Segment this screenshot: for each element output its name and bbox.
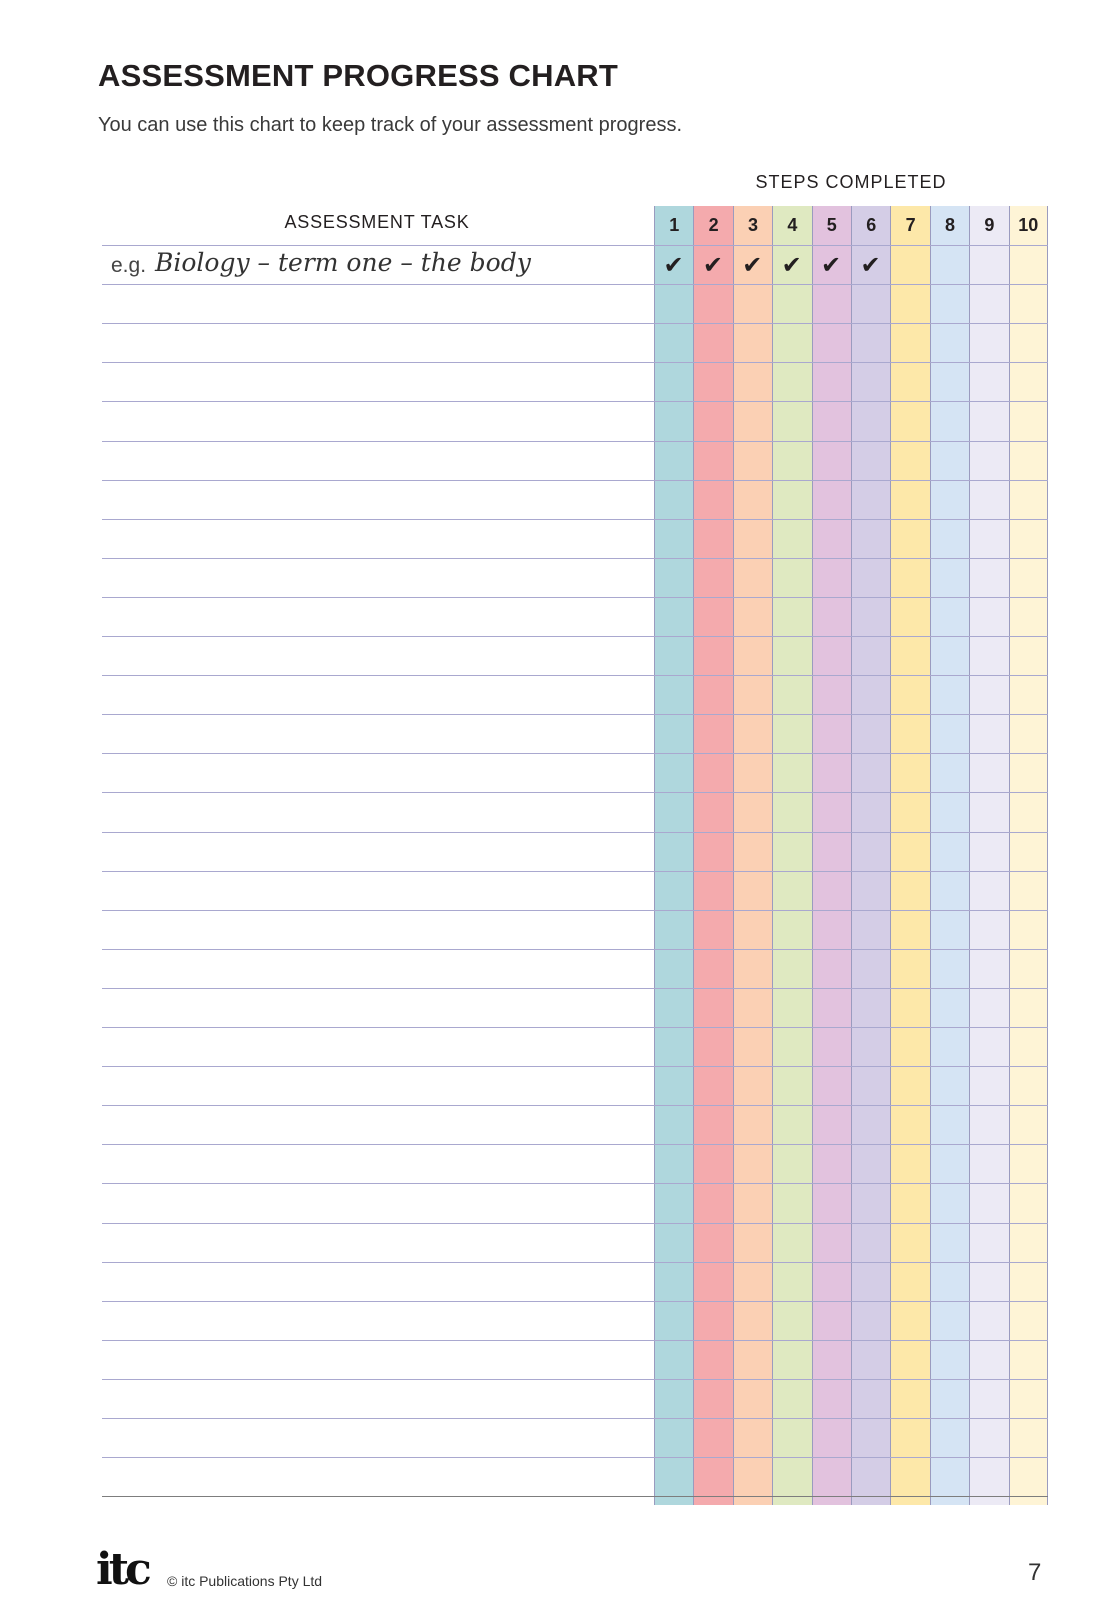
itc-logo: itc [96,1544,148,1595]
assessment-task-heading: ASSESSMENT TASK [284,212,470,232]
step-number-5: 5 [826,215,837,235]
task-row-entry[interactable] [102,363,652,400]
page-title: ASSESSMENT PROGRESS CHART [98,58,619,93]
task-row-entry[interactable] [102,872,652,909]
task-row-entry[interactable] [102,1263,652,1300]
step-number-1: 1 [669,215,680,235]
task-row-entry[interactable] [102,911,652,948]
example-task[interactable]: Biology – term one – the body [155,248,531,277]
page-number: 7 [1028,1559,1042,1586]
task-row-entry[interactable] [102,1419,652,1456]
task-row-entry[interactable] [102,1028,652,1065]
task-row-entry[interactable] [102,1224,652,1261]
copyright-text: © itc Publications Pty Ltd [167,1573,323,1589]
step-number-8: 8 [944,215,955,235]
task-row-entry[interactable] [102,637,652,674]
task-row-entry[interactable] [102,950,652,987]
task-row-entry[interactable] [102,324,652,361]
step-number-10: 10 [1018,215,1039,235]
task-row-entry[interactable] [102,1302,652,1339]
task-row-entry[interactable] [102,1184,652,1221]
check-icon[interactable]: ✔ [742,252,763,279]
check-icon[interactable]: ✔ [781,252,802,279]
step-number-6: 6 [866,215,877,235]
check-icon[interactable]: ✔ [702,252,723,279]
header-rule [102,245,1048,246]
task-row-entry[interactable] [102,676,652,713]
task-row-entry[interactable] [102,481,652,518]
task-row-entry[interactable] [102,1106,652,1143]
task-row-entry[interactable] [102,793,652,830]
step-number-2: 2 [708,215,719,235]
step-number-7: 7 [905,215,916,235]
task-row-entry[interactable] [102,1067,652,1104]
step-number-3: 3 [747,215,758,235]
steps-completed-heading: STEPS COMPLETED [755,172,947,192]
page-subtitle: You can use this chart to keep track of your assessment progress. [98,114,683,136]
task-row-entry[interactable] [102,754,652,791]
task-row-entry[interactable] [102,598,652,635]
check-icon[interactable]: ✔ [821,252,842,279]
task-row-entry[interactable] [102,715,652,752]
task-row-entry[interactable] [102,989,652,1026]
step-number-9: 9 [984,215,995,235]
check-icon[interactable]: ✔ [860,252,881,279]
task-row-entry[interactable] [102,833,652,870]
row-rule [102,1496,1048,1497]
task-row-entry[interactable] [102,285,652,322]
task-row-entry[interactable] [102,442,652,479]
task-row-entry[interactable] [102,1380,652,1417]
task-row-entry[interactable] [102,1458,652,1495]
example-prefix: e.g. [111,254,147,277]
task-row-entry[interactable] [102,1341,652,1378]
task-row-entry[interactable] [102,520,652,557]
task-row-entry[interactable] [102,559,652,596]
task-row-entry[interactable] [102,1145,652,1182]
task-row-entry[interactable] [102,402,652,439]
step-number-4: 4 [787,215,798,235]
check-icon[interactable]: ✔ [663,252,684,279]
